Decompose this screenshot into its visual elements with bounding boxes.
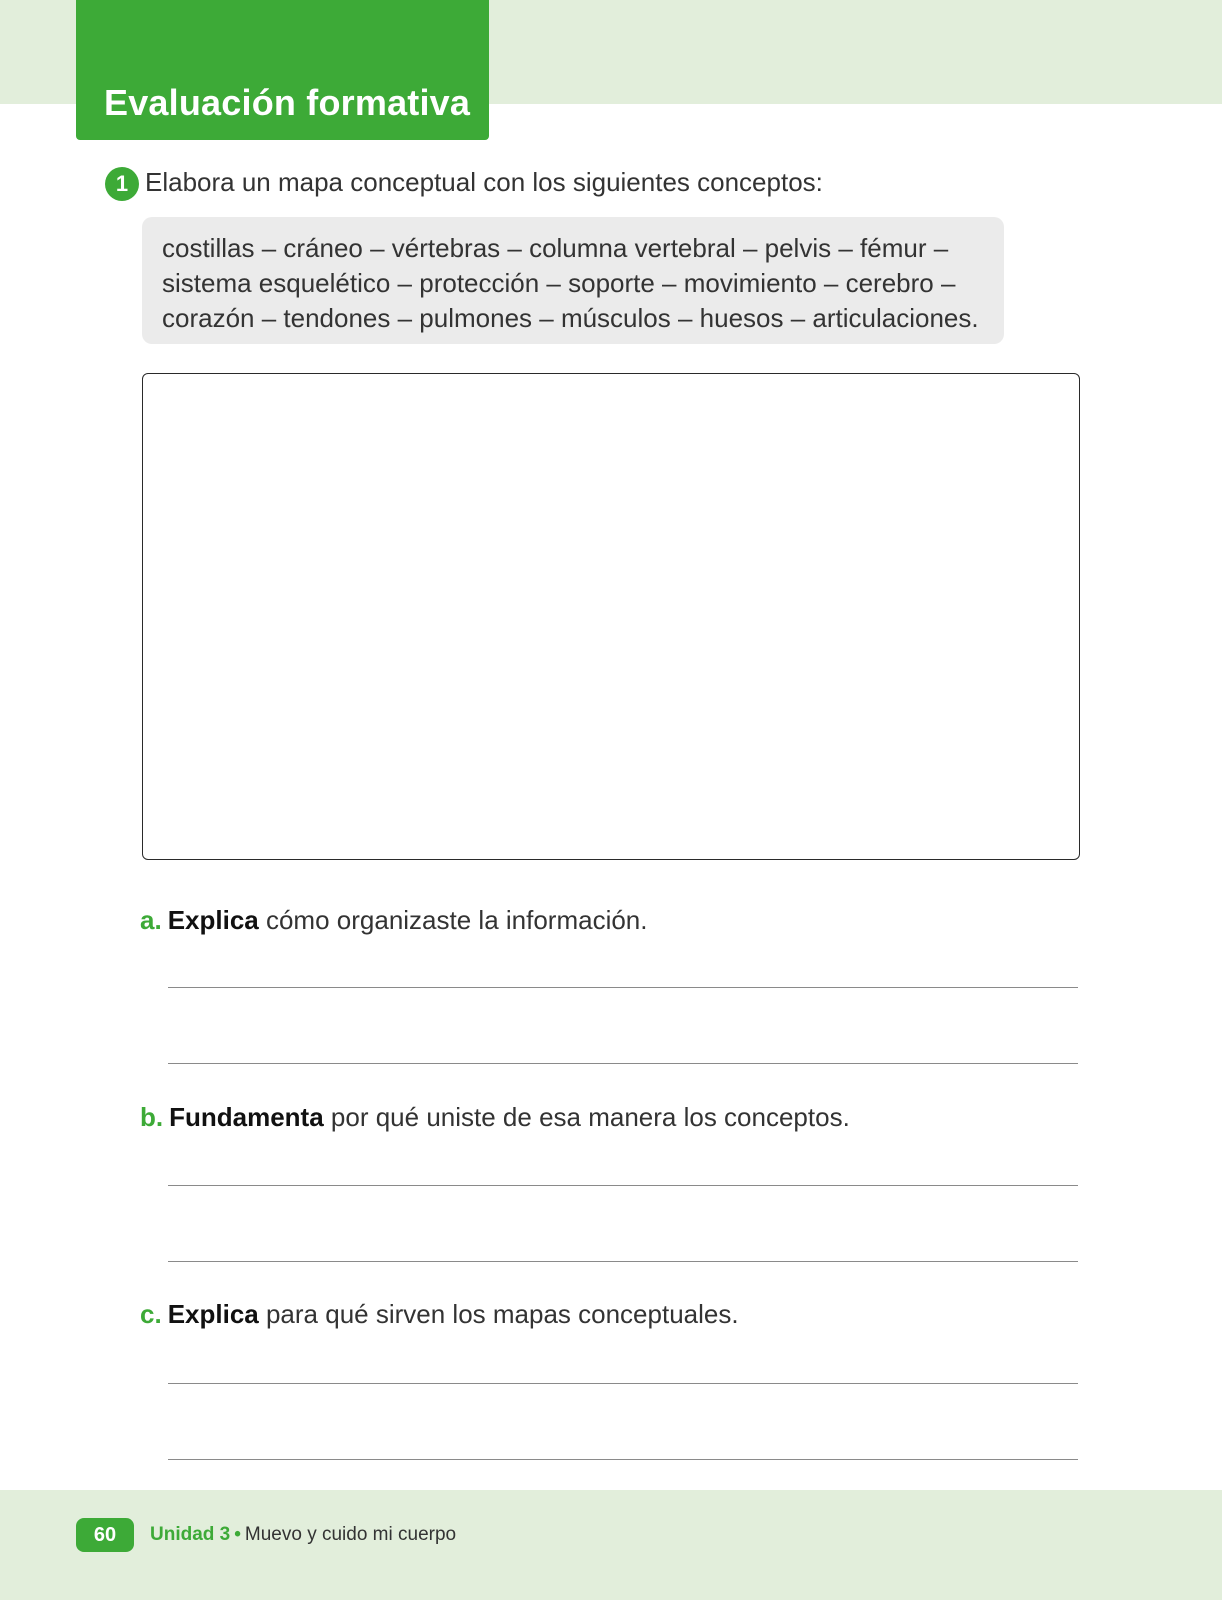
- answer-line[interactable]: [168, 1383, 1078, 1384]
- page-number: 60: [76, 1518, 134, 1552]
- footer-unit-label: Unidad 3: [150, 1524, 231, 1545]
- subquestion-c: [140, 1299, 739, 1330]
- concepts-line: corazón – tendones – pulmones – músculos – huesos – articulaciones.: [162, 303, 979, 333]
- subquestion-letter: c.: [140, 1299, 162, 1329]
- footer-unit-info: [150, 1524, 456, 1546]
- concepts-box: [142, 217, 1004, 344]
- subquestion-verb: Explica: [167, 905, 259, 935]
- concepts-line: costillas – cráneo – vértebras – columna vertebral – pelvis – fémur –: [162, 233, 949, 263]
- subquestion-verb: Explica: [167, 1299, 259, 1329]
- subquestion-text: por qué uniste de esa manera los conceptos.: [323, 1102, 850, 1132]
- question-prompt: Elabora un mapa conceptual con los siguientes conceptos:: [145, 167, 823, 197]
- answer-line[interactable]: [168, 1261, 1078, 1262]
- concepts-line: sistema esquelético – protección – soporte – movimiento – cerebro –: [162, 268, 956, 298]
- subquestion-text: para qué sirven los mapas conceptuales.: [258, 1299, 739, 1329]
- subquestion-b: [140, 1102, 850, 1133]
- subquestion-text: cómo organizaste la información.: [258, 905, 648, 935]
- answer-line[interactable]: [168, 987, 1078, 988]
- footer-unit-title: Muevo y cuido mi cuerpo: [244, 1524, 457, 1545]
- page-title: Evaluación formativa: [104, 82, 471, 123]
- subquestion-verb: Fundamenta: [169, 1102, 324, 1132]
- subquestion-letter: a.: [140, 905, 162, 935]
- answer-line[interactable]: [168, 1459, 1078, 1460]
- subquestion-letter: b.: [140, 1102, 164, 1132]
- answer-line[interactable]: [168, 1185, 1078, 1186]
- concept-map-drawing-area[interactable]: [142, 373, 1080, 860]
- footer-separator: •: [234, 1524, 241, 1545]
- subquestion-a: [140, 905, 648, 936]
- question-number-badge: 1: [105, 167, 139, 201]
- answer-line[interactable]: [168, 1063, 1078, 1064]
